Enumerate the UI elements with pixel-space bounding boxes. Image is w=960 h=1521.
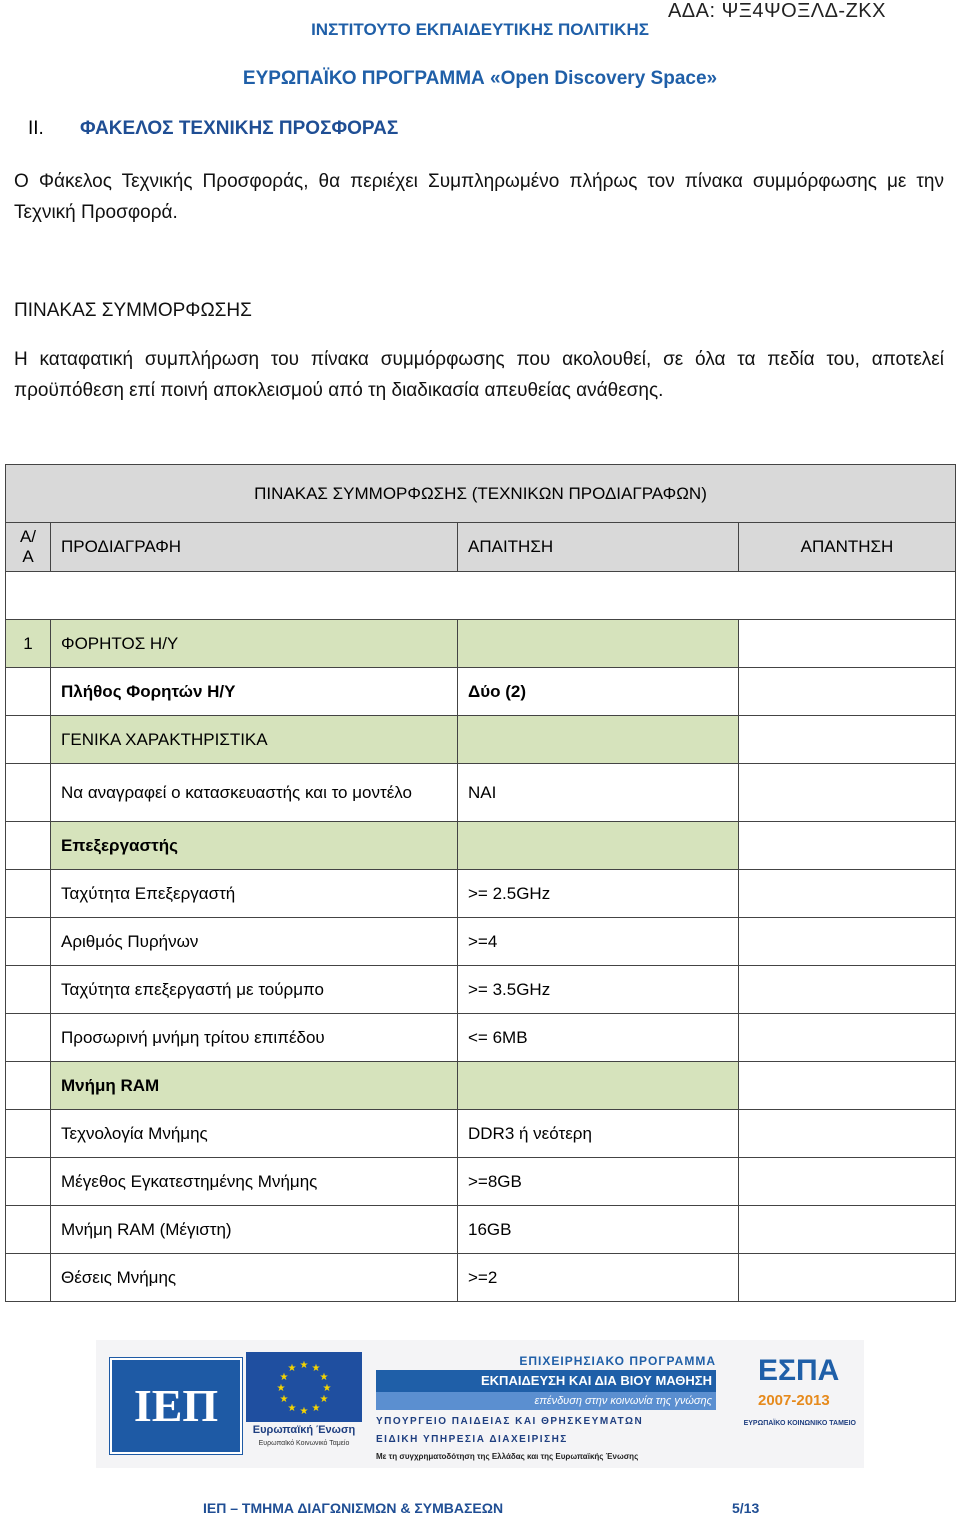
eu-name: Ευρωπαϊκή Ένωση (252, 1424, 356, 1436)
row-spec: Επεξεργαστής (51, 822, 458, 870)
table-row (6, 716, 956, 764)
row-req (458, 822, 739, 870)
row-req: <= 6MB (458, 1014, 739, 1062)
header-req: ΑΠΑΙΤΗΣΗ (458, 523, 739, 572)
row-spec: Αριθμός Πυρήνων (51, 918, 458, 966)
table-row (6, 1206, 956, 1254)
row-num (6, 1254, 51, 1302)
row-resp[interactable] (739, 1158, 956, 1206)
programme-line-2: ΕΚΠΑΙΔΕΥΣΗ ΚΑΙ ΔΙΑ ΒΙΟΥ ΜΑΘΗΣΗ (376, 1370, 716, 1392)
svg-text:★: ★ (279, 1394, 289, 1405)
svg-text:★: ★ (287, 1363, 297, 1374)
svg-text:★: ★ (322, 1383, 332, 1394)
iep-logo: ΙΕΠ (110, 1358, 242, 1454)
cofunding-line: Με τη συγχρηματοδότηση της Ελλάδας και της Ευρωπαϊκής Ένωσης (376, 1452, 639, 1461)
row-num (6, 822, 51, 870)
row-spec: Προσωρινή μνήμη τρίτου επιπέδου (51, 1014, 458, 1062)
compliance-subheading: ΠΙΝΑΚΑΣ ΣΥΜΜΟΡΦΩΣΗΣ (14, 300, 252, 321)
table-header-row (6, 523, 956, 572)
row-resp[interactable] (739, 668, 956, 716)
eu-subtitle: Ευρωπαϊκό Κοινωνικό Ταμείο (258, 1440, 350, 1447)
row-num (6, 1110, 51, 1158)
row-resp[interactable] (739, 918, 956, 966)
row-resp[interactable] (739, 1014, 956, 1062)
programme-line-3: επένδυση στην κοινωνία της γνώσης (376, 1392, 716, 1410)
row-req (458, 716, 739, 764)
header-resp: ΑΠΑΝΤΗΣΗ (739, 523, 956, 572)
footer-department: ΙΕΠ – ΤΜΗΜΑ ΔΙΑΓΩΝΙΣΜΩΝ & ΣΥΜΒΑΣΕΩΝ (203, 1500, 504, 1516)
row-num (6, 1158, 51, 1206)
table-row (6, 764, 956, 822)
row-spec: Ταχύτητα επεξεργαστή με τούρμπο (51, 966, 458, 1014)
table-blank-row (6, 572, 956, 620)
operational-programme-logo (376, 1350, 716, 1461)
row-spec: ΦΟΡΗΤΟΣ Η/Υ (51, 620, 458, 668)
row-req: DDR3 ή νεότερη (458, 1110, 739, 1158)
svg-text:★: ★ (287, 1403, 297, 1414)
funding-logos-banner (96, 1340, 864, 1468)
compliance-paragraph: Η καταφατική συμπλήρωση του πίνακα συμμόρφωσης που ακολουθεί, σε όλα τα πεδία του, αποτελεί προϋπόθεση επί ποινή αποκλεισμού από τη διαδικασία απευθείας ανάθεσης. (14, 349, 944, 401)
row-resp[interactable] (739, 1254, 956, 1302)
row-resp[interactable] (739, 1062, 956, 1110)
table-row (6, 918, 956, 966)
row-num (6, 1062, 51, 1110)
row-resp[interactable] (739, 822, 956, 870)
row-resp[interactable] (739, 870, 956, 918)
row-spec: ΓΕΝΙΚΑ ΧΑΡΑΚΤΗΡΙΣΤΙΚΑ (51, 716, 458, 764)
eu-flag-icon (246, 1352, 362, 1422)
row-resp[interactable] (739, 716, 956, 764)
svg-text:★: ★ (279, 1372, 289, 1383)
row-num: 1 (6, 620, 51, 668)
svg-text:★: ★ (319, 1372, 329, 1383)
special-service-line: ΕΙΔΙΚΗ ΥΠΗΡΕΣΙΑ ΔΙΑΧΕΙΡΙΣΗΣ (376, 1434, 568, 1445)
table-row (6, 1014, 956, 1062)
section-title: ΦΑΚΕΛΟΣ ΤΕΧΝΙΚΗΣ ΠΡΟΣΦΟΡΑΣ (80, 118, 399, 139)
table-row (6, 1158, 956, 1206)
row-req: >=4 (458, 918, 739, 966)
row-resp[interactable] (739, 966, 956, 1014)
table-title-row (6, 465, 956, 523)
row-req: Δύο (2) (458, 668, 739, 716)
row-spec: Μνήμη RAM (51, 1062, 458, 1110)
row-num (6, 1206, 51, 1254)
row-num (6, 716, 51, 764)
eu-logo (246, 1352, 362, 1452)
row-num (6, 870, 51, 918)
blank-cell (6, 572, 956, 620)
row-spec: Πλήθος Φορητών Η/Υ (51, 668, 458, 716)
ada-code: ΑΔΑ: ΨΞ4ΨΟΞΛΔ-ΖΚΧ (667, 0, 886, 22)
header-num: Α/Α (6, 523, 51, 572)
row-req: ΝΑΙ (458, 764, 739, 822)
row-resp[interactable] (739, 764, 956, 822)
row-num (6, 764, 51, 822)
table-row (6, 1110, 956, 1158)
espa-fund: ΕΥΡΩΠΑΪΚΟ ΚΟΙΝΩΝΙΚΟ ΤΑΜΕΙΟ (743, 1420, 856, 1427)
row-spec: Να αναγραφεί ο κατασκευαστής και το μοντέλο (51, 764, 458, 822)
section-number: II. (28, 118, 44, 139)
svg-text:★: ★ (319, 1394, 329, 1405)
espa-years: 2007-2013 (758, 1392, 830, 1409)
row-req (458, 620, 739, 668)
row-spec: Τεχνολογία Μνήμης (51, 1110, 458, 1158)
svg-text:★: ★ (311, 1363, 321, 1374)
table-row (6, 1254, 956, 1302)
row-req: >=8GB (458, 1158, 739, 1206)
table-row (6, 620, 956, 668)
ministry-line: ΥΠΟΥΡΓΕΙΟ ΠΑΙΔΕΙΑΣ ΚΑΙ ΘΡΗΣΚΕΥΜΑΤΩΝ (376, 1416, 644, 1427)
svg-text:★: ★ (299, 1406, 309, 1417)
programme-line-1: ΕΠΙΧΕΙΡΗΣΙΑΚΟ ΠΡΟΓΡΑΜΜΑ (519, 1354, 716, 1368)
table-row (6, 668, 956, 716)
row-req: >= 3.5GHz (458, 966, 739, 1014)
row-num (6, 918, 51, 966)
svg-text:★: ★ (276, 1383, 286, 1394)
svg-text:★: ★ (299, 1360, 309, 1371)
institute-header: ΙΝΣΤΙΤΟΥΤΟ ΕΚΠΑΙΔΕΥΤΙΚΗΣ ΠΟΛΙΤΙΚΗΣ (311, 20, 649, 39)
row-spec: Μνήμη RAM (Μέγιστη) (51, 1206, 458, 1254)
table-row (6, 870, 956, 918)
row-resp[interactable] (739, 620, 956, 668)
row-req: 16GB (458, 1206, 739, 1254)
table-row (6, 822, 956, 870)
table-title: ΠΙΝΑΚΑΣ ΣΥΜΜΟΡΦΩΣΗΣ (ΤΕΧΝΙΚΩΝ ΠΡΟΔΙΑΓΡΑΦΩΝ) (6, 465, 956, 523)
row-req (458, 1062, 739, 1110)
footer-page-number: 5/13 (732, 1500, 760, 1516)
row-num (6, 1014, 51, 1062)
row-spec: Θέσεις Μνήμης (51, 1254, 458, 1302)
row-num (6, 668, 51, 716)
espa-logo (736, 1354, 856, 1450)
programme-header: ΕΥΡΩΠΑΪΚΟ ΠΡΟΓΡΑΜΜΑ «Open Discovery Space» (242, 68, 718, 89)
row-num (6, 966, 51, 1014)
svg-text:★: ★ (311, 1403, 321, 1414)
row-spec: Ταχύτητα Επεξεργαστή (51, 870, 458, 918)
intro-paragraph: Ο Φάκελος Τεχνικής Προσφοράς, θα περιέχει Συμπληρωμένο πλήρως τον πίνακα συμμόρφωσης με την Τεχνική Προσφορά. (14, 171, 944, 223)
row-resp[interactable] (739, 1206, 956, 1254)
compliance-table (5, 464, 956, 1302)
table-row (6, 1062, 956, 1110)
row-resp[interactable] (739, 1110, 956, 1158)
espa-title: ΕΣΠΑ (758, 1354, 840, 1387)
header-spec: ΠΡΟΔΙΑΓΡΑΦΗ (51, 523, 458, 572)
row-req: >= 2.5GHz (458, 870, 739, 918)
row-req: >=2 (458, 1254, 739, 1302)
table-row (6, 966, 956, 1014)
row-spec: Μέγεθος Εγκατεστημένης Μνήμης (51, 1158, 458, 1206)
